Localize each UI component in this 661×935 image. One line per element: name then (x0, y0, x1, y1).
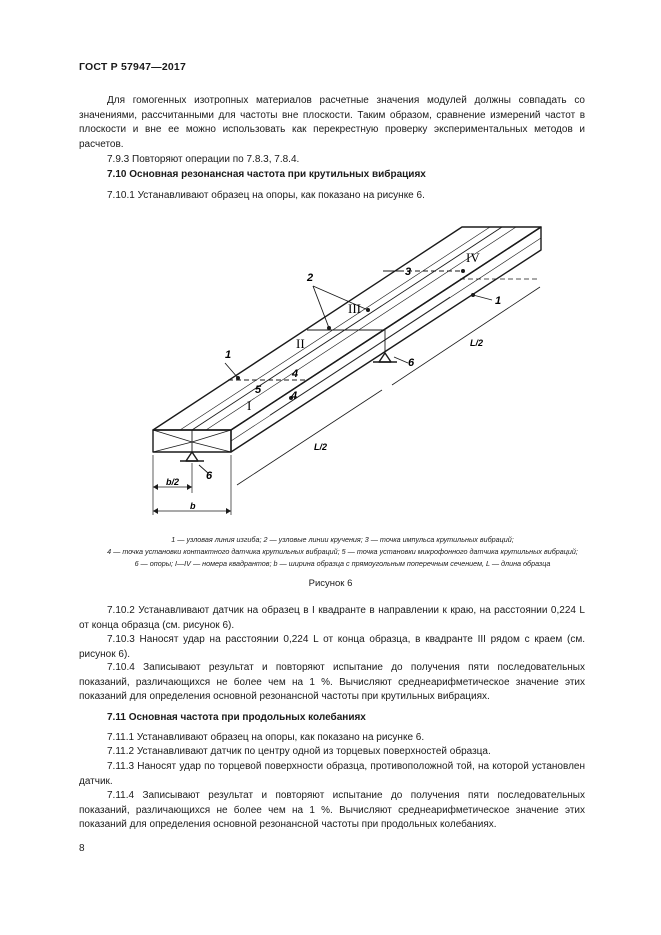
quadrant-2: II (296, 336, 305, 351)
quadrant-3: III (348, 301, 361, 316)
label-4-contact-sensor: 4 (292, 368, 299, 380)
support-front (186, 452, 198, 461)
label-5-microphone-sensor: 5 (255, 384, 262, 396)
legend-line-1: 1 — узловая линия изгиба; 2 — узловые линии кручения; 3 — точка импульса крутильных вибраций; (171, 535, 514, 544)
paragraph-7-9-3: 7.9.3 Повторяют операции по 7.8.3, 7.8.4. (107, 154, 300, 165)
dimension-l-half-bottom: L/2 (314, 442, 328, 452)
label-1-node-line-bending: 1 (225, 349, 232, 361)
dimension-b: b (190, 501, 196, 511)
section-heading-7-11: 7.11 Основная частота при продольных колебаниях (107, 712, 366, 723)
section-heading-7-10: 7.10 Основная резонансная частота при крутильных вибрациях (107, 169, 426, 180)
label-2-torsion-node-lines: 2 (307, 272, 314, 284)
label-1-node-line-bending-right: 1 (495, 295, 502, 307)
legend-line-3: 6 — опоры; I—IV — номера квадрантов; b — ширина образца с прямоугольным поперечным сечением, L — длина образца (134, 559, 551, 568)
figure-6-diagram (120, 215, 560, 527)
paragraph-7-11-2: 7.11.2 Устанавливают датчик по центру одной из торцевых поверхностей образца. (107, 746, 491, 757)
standard-header: ГОСТ Р 57947—2017 (79, 61, 187, 73)
page-number: 8 (79, 843, 85, 854)
intro-paragraph: Для гомогенных изотропных материалов расчетные значения модулей должны совпадать со значениями, рассчитанными для частоты вне плоскости. Таким образом, сравнение измерений частот в плоскости и вне ее можно использовать как перекрестную проверку экспериментальных методов и расчетов. (79, 95, 585, 150)
figure-legend (60, 534, 625, 570)
paragraph-7-11-3: 7.11.3 Наносят удар по торцевой поверхности образца, противоположной той, на которой установлен датчик. (79, 761, 585, 787)
paragraph-7-10-1: 7.10.1 Устанавливают образец на опоры, как показано на рисунке 6. (107, 190, 425, 201)
quadrant-4: IV (466, 250, 480, 265)
quadrant-1: I (247, 398, 252, 413)
label-3-impulse-point: 3 (405, 266, 412, 278)
dimension-l-half-right: L/2 (470, 338, 484, 348)
label-6-support-front: 6 (206, 470, 213, 482)
paragraph-7-10-3: 7.10.3 Наносят удар на расстоянии 0,224 L от конца образца, в квадранте III рядом с краем (см. рисунок 6). (79, 634, 585, 660)
paragraph-7-10-4: 7.10.4 Записывают результат и повторяют испытание до получения пяти последовательных показаний, различающихся не более чем на 1 %. Вычисляют среднеарифметическое значение этих показаний для определения основной резонансной частоты при крутильных вибрациях. (79, 662, 585, 703)
paragraph-7-10-2: 7.10.2 Устанавливают датчик на образец в I квадранте в направлении к краю, на расстоянии 0,224 L от конца образца (см. рисунок 6). (79, 605, 585, 631)
paragraph-7-11-4: 7.11.4 Записывают результат и повторяют испытание до получения пяти последовательных показаний, различающихся не более чем на 1 %. Вычисляют среднеарифметическое значение этих показаний для определения основной резонансной частоты при продольных колебаниях. (79, 790, 585, 831)
dimension-b-half: b/2 (166, 477, 180, 487)
label-4-contact-sensor-alt: 4 (291, 390, 298, 402)
label-6-support-mid: 6 (408, 357, 415, 369)
legend-line-2: 4 — точка установки контактного датчика крутильных вибраций; 5 — точка установки микрофонного датчика крутильных вибраций; (107, 547, 578, 556)
figure-caption: Рисунок 6 (308, 578, 353, 589)
paragraph-7-11-1: 7.11.1 Устанавливают образец на опоры, как показано на рисунке 6. (107, 732, 425, 743)
